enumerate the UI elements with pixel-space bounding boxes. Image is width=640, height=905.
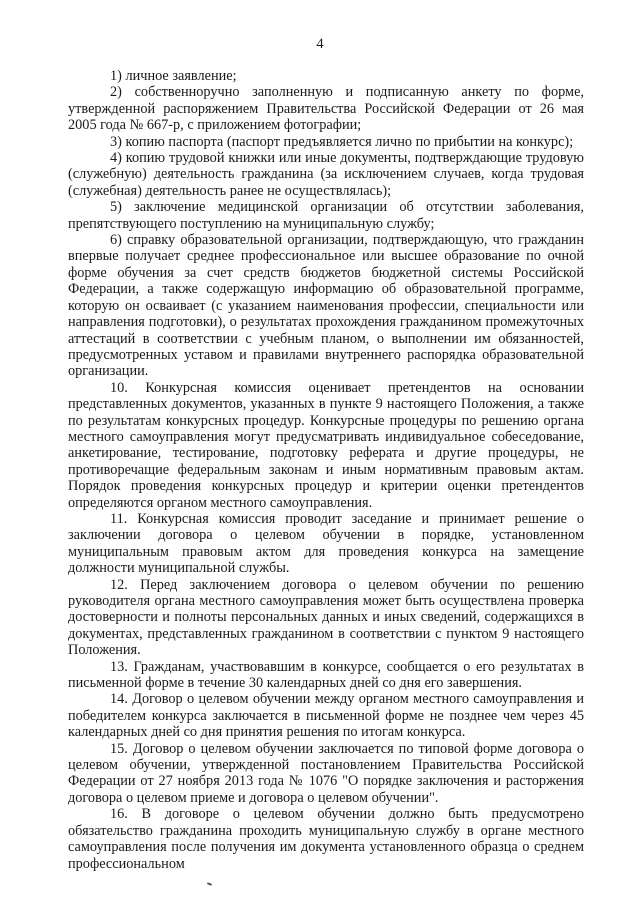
paragraph-clause-10: 10. Конкурсная комиссия оценивает претендентов на основании представленных документов, указанных в пункте 9 настоящего Положения, а также по результатам конкурсных процедур. Конкурсные процедуры по решению органа местного самоуправления могут предусматривать индивидуальное собеседование, анкетирование, тестирование, подготовку реферата и другие процедуры, не противоречащие федеральным законам и иным нормативным правовым актам. Порядок проведения конкурсных процедур и критерии оценки претендентов определяются органом местного самоуправления.	[68, 379, 584, 511]
paragraph-clause-14: 14. Договор о целевом обучении между органом местного самоуправления и победителем конкурса заключается в письменной форме не позднее чем через 45 календарных дней со дня принятия решения по итогам конкурса.	[68, 691, 584, 741]
paragraph-item-5: 5) заключение медицинской организации об отсутствии заболевания, препятствующего поступлению на муниципальную службу;	[68, 199, 584, 232]
page-number: 4	[316, 36, 324, 52]
paragraph-clause-15: 15. Договор о целевом обучении заключается по типовой форме договора о целевом обучении, утвержденной постановлением Правительства Российской Федерации от 27 ноября 2013 года № 1076 "О порядке заключения и расторжения договора о целевом приеме и договора о целевом обучении".	[68, 740, 584, 806]
paragraph-clause-13: 13. Гражданам, участвовавшим в конкурсе, сообщается о его результатах в письменной форме в течение 30 календарных дней со дня его завершения.	[68, 658, 584, 692]
paragraph-item-6: 6) справку образовательной организации, подтверждающую, что гражданин впервые получает среднее профессиональное или высшее образование по очной форме обучения за счет средств бюджетов бюджетной системы Российской Федерации, а также содержащую информацию об образовательной программе, которую он осваивает (с указанием наименования профессии, специальности или направления подготовки), о результатах прохождения гражданином промежуточных аттестаций в соответствии с учебным планом, о выполнении им обязанностей, предусмотренных уставом и правилами внутреннего распорядка образовательной организации.	[68, 232, 584, 380]
paragraph-item-1: 1) личное заявление;	[110, 68, 237, 84]
paragraph-clause-11: 11. Конкурсная комиссия проводит заседание и принимает решение о заключении договора о целевом обучении в порядке, установленном муниципальным правовым актом для проведения конкурса на замещение должности муниципальной службы.	[68, 510, 584, 577]
document-body	[68, 68, 584, 872]
scan-speck	[207, 882, 212, 886]
paragraph-item-4: 4) копию трудовой книжки или иные документы, подтверждающие трудовую (служебную) деятельность гражданина (за исключением случаев, когда трудовая (служебная) деятельность ранее не осуществлялась);	[68, 150, 584, 199]
paragraph-clause-12: 12. Перед заключением договора о целевом обучении по решению руководителя органа местного самоуправления может быть осуществлена проверка достоверности и полноты персональных данных и иных сведений, содержащихся в документах, представленных гражданином в соответствии с пунктом 9 настоящего Положения.	[68, 576, 584, 659]
paragraph-item-2: 2) собственноручно заполненную и подписанную анкету по форме, утвержденной распоряжением Правительства Российской Федерации от 26 мая 2005 года № 667-р, с приложением фотографии;	[68, 84, 584, 134]
paragraph-clause-16: 16. В договоре о целевом обучении должно быть предусмотрено обязательство гражданина проходить муниципальную службу в органе местного самоуправления после получения им документа установленного образца о среднем профессиональном	[68, 806, 584, 872]
paragraph-item-3: 3) копию паспорта (паспорт предъявляется лично по прибытии на конкурс);	[110, 133, 574, 150]
